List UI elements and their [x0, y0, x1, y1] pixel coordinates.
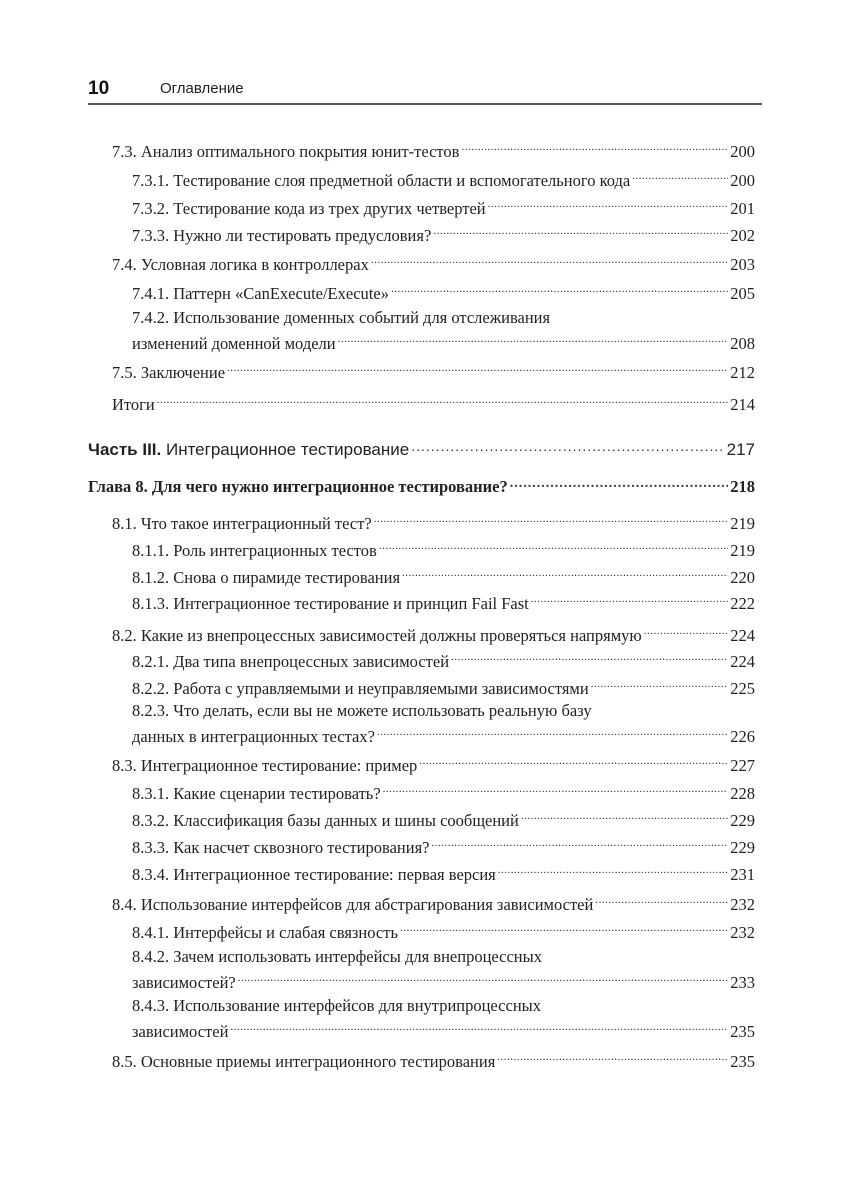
toc-page-number: 225 [730, 679, 755, 698]
toc-entry-text-line1: 8.4.2. Зачем использовать интерфейсы для внепроцессных [132, 947, 542, 966]
header-rule [88, 103, 762, 105]
dot-leader [497, 1047, 728, 1067]
dot-leader [632, 166, 728, 186]
dot-leader [431, 833, 728, 853]
dot-leader [338, 329, 729, 349]
dot-leader [591, 674, 729, 694]
page-number: 10 [88, 78, 110, 99]
toc-entry-text: данных в интеграционных тестах? [132, 727, 375, 746]
toc-entry[interactable] [132, 589, 755, 614]
toc-entry[interactable] [112, 390, 755, 415]
dot-leader [227, 358, 728, 378]
toc-entry-text: 8.1.1. Роль интеграционных тестов [132, 541, 377, 560]
toc-entry-text: зависимостей [132, 1022, 229, 1041]
dot-leader [157, 390, 728, 410]
toc-entry[interactable] [132, 279, 755, 304]
toc-page-number: 219 [730, 514, 755, 533]
toc-page-number: 201 [730, 199, 755, 218]
toc-page-number: 235 [730, 1022, 755, 1041]
toc-page-number: 222 [730, 594, 755, 613]
toc-entry-text: 8.2.2. Работа с управляемыми и неуправляемыми зависимостями [132, 679, 589, 698]
dot-leader [433, 221, 728, 241]
toc-page-number: 217 [726, 440, 755, 459]
toc-entry-text-line1: 8.2.3. Что делать, если вы не можете использовать реальную базу [132, 701, 592, 720]
dot-leader [377, 722, 728, 742]
toc-entry[interactable] [112, 250, 755, 275]
toc-entry-text: 7.5. Заключение [112, 363, 226, 382]
toc-page-number: 224 [730, 652, 755, 671]
toc-entry-text: 8.1.2. Снова о пирамиде тестирования [132, 568, 401, 587]
toc-entry[interactable] [132, 674, 755, 699]
toc-entry[interactable] [132, 647, 755, 672]
toc-entry-text-line1: 8.4.3. Использование интерфейсов для внутрипроцессных [132, 996, 541, 1015]
toc-entry-text-line1: 7.4.2. Использование доменных событий для отслеживания [132, 308, 551, 327]
toc-entry-text: 7.3.1. Тестирование слоя предметной области и вспомогательного кода [132, 171, 631, 190]
toc-entry-text: 8.3.4. Интеграционное тестирование: первая версия [132, 865, 496, 884]
dot-leader [461, 137, 728, 157]
toc-entry-text: 8.3. Интеграционное тестирование: пример [112, 756, 418, 775]
dot-leader [238, 968, 729, 988]
toc-page-number: 202 [730, 226, 755, 245]
toc-entry-text: 8.2. Какие из внепроцессных зависимостей должны проверяться напрямую [112, 626, 642, 645]
toc-page-number: 227 [730, 756, 755, 775]
toc-entry-text: 8.3.3. Как насчет сквозного тестирования? [132, 838, 430, 857]
dot-leader [419, 751, 728, 771]
toc-page-number: 232 [730, 895, 755, 914]
dot-leader [411, 435, 724, 455]
dot-leader [531, 589, 728, 609]
toc-page-number: 212 [730, 363, 755, 382]
toc-entry-text: 7.4.1. Паттерн «CanExecute/Execute» [132, 284, 389, 303]
running-header-title: Оглавление [160, 80, 244, 97]
dot-leader [230, 1017, 728, 1037]
toc-entry-text: Интеграционное тестирование [165, 440, 410, 459]
dot-leader [451, 647, 728, 667]
toc-page-number: 229 [730, 811, 755, 830]
toc-page-number: 214 [730, 395, 755, 414]
toc-entry[interactable] [112, 621, 755, 646]
toc-entry[interactable] [132, 563, 755, 588]
toc-entry-text: 7.3.3. Нужно ли тестировать предусловия? [132, 226, 432, 245]
dot-leader [595, 890, 728, 910]
toc-page-number: 233 [730, 973, 755, 992]
dot-leader [488, 194, 729, 214]
toc-entry[interactable] [132, 947, 755, 993]
toc-entry[interactable] [132, 918, 755, 943]
toc-entry-text: 7.4. Условная логика в контроллерах [112, 255, 369, 274]
toc-entry[interactable] [132, 806, 755, 831]
toc-entry[interactable] [112, 358, 755, 383]
toc-page-number: 219 [730, 541, 755, 560]
toc-entry-text: 8.4.1. Интерфейсы и слабая связность [132, 923, 398, 942]
toc-entry[interactable] [112, 137, 755, 162]
toc-entry[interactable] [112, 751, 755, 776]
toc-entry-text: 8.1.3. Интеграционное тестирование и принцип Fail Fast [132, 594, 529, 613]
toc-page-number: 200 [730, 171, 755, 190]
toc-page-number: 205 [730, 284, 755, 303]
toc-entry-text: зависимостей? [132, 973, 236, 992]
dot-leader [498, 860, 728, 880]
toc-page-number: 231 [730, 865, 755, 884]
toc-entry[interactable] [132, 701, 755, 747]
part-label: Часть III. [88, 440, 162, 459]
toc-entry[interactable] [132, 536, 755, 561]
toc-entry-text: 7.3. Анализ оптимального покрытия юнит-тестов [112, 142, 460, 161]
toc-entry-text: 8.1. Что такое интеграционный тест? [112, 514, 372, 533]
dot-leader [400, 918, 728, 938]
toc-entry-text: 8.4. Использование интерфейсов для абстрагирования зависимостей [112, 895, 594, 914]
toc-page-number: 232 [730, 923, 755, 942]
toc-page-number: 203 [730, 255, 755, 274]
toc-entry[interactable] [112, 1047, 755, 1072]
dot-leader [521, 806, 728, 826]
toc-entry[interactable] [88, 472, 755, 497]
toc-entry[interactable] [88, 435, 755, 460]
toc-entry[interactable] [132, 166, 755, 191]
toc-page-number: 208 [730, 334, 755, 353]
dot-leader [510, 472, 729, 492]
dot-leader [374, 509, 729, 529]
dot-leader [371, 250, 728, 270]
toc-page-number: 228 [730, 784, 755, 803]
toc-entry-text: Итоги [112, 395, 155, 414]
toc-entry[interactable] [112, 890, 755, 915]
toc-entry[interactable] [132, 221, 755, 246]
toc-entry-text: 8.3.2. Классификация базы данных и шины сообщений [132, 811, 519, 830]
toc-page-number: 218 [730, 477, 755, 496]
toc-entry-text: 8.3.1. Какие сценарии тестировать? [132, 784, 381, 803]
toc-entry-text: 7.3.2. Тестирование кода из трех других четвертей [132, 199, 486, 218]
toc-page-number: 226 [730, 727, 755, 746]
toc-entry-text: 8.2.1. Два типа внепроцессных зависимостей [132, 652, 450, 671]
toc-page-number: 229 [730, 838, 755, 857]
toc-entry[interactable] [132, 308, 755, 354]
toc-entry[interactable] [132, 833, 755, 858]
dot-leader [391, 279, 728, 299]
toc-entry[interactable] [132, 779, 755, 804]
toc-page-number: 224 [730, 626, 755, 645]
toc-page-number: 220 [730, 568, 755, 587]
toc-entry-text: изменений доменной модели [132, 334, 336, 353]
dot-leader [383, 779, 729, 799]
toc-entry[interactable] [132, 996, 755, 1042]
toc-entry-text: Глава 8. Для чего нужно интеграционное тестирование? [88, 477, 508, 496]
toc-entry[interactable] [112, 509, 755, 534]
dot-leader [644, 621, 729, 641]
dot-leader [402, 563, 728, 583]
dot-leader [379, 536, 728, 556]
toc-entry[interactable] [132, 194, 755, 219]
toc-page-number: 235 [730, 1052, 755, 1071]
toc-page-number: 200 [730, 142, 755, 161]
toc-entry-text: 8.5. Основные приемы интеграционного тестирования [112, 1052, 496, 1071]
toc-entry[interactable] [132, 860, 755, 885]
